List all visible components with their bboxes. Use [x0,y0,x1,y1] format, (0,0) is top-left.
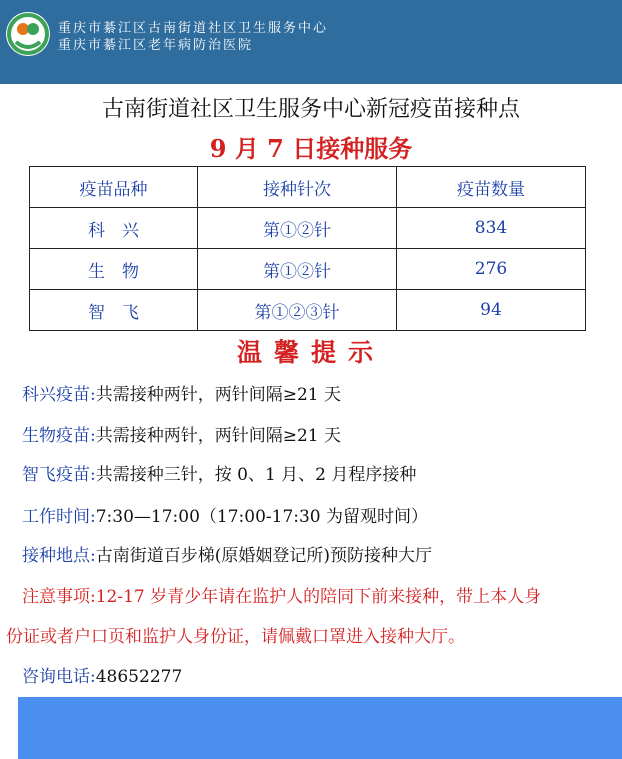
info-label: 注意事项 [22,587,90,607]
info-kexing: 科兴疫苗:共需接种两针，两针间隔≥21 天 [22,385,342,405]
header-dose: 接种针次 [198,167,397,208]
header-text [58,20,328,54]
info-label: 咨询电话 [22,667,90,687]
vaccine-dose: 第①②针 [198,208,397,249]
phone-number: 48652277 [95,667,183,687]
info-biology: 生物疫苗:共需接种两针，两针间隔≥21 天 [22,426,342,446]
table-header-row [30,167,586,208]
info-text: 12-17 岁青少年请在监护人的陪同下前来接种，带上本人身 [95,587,542,607]
vaccine-count: 834 [397,208,586,249]
info-zhifei: 智飞疫苗:共需接种三针，按 0、1 月、2 月程序接种 [22,465,417,485]
vaccine-name: 智 飞 [30,290,198,331]
table-row [30,208,586,249]
info-label: 智飞疫苗 [22,465,90,485]
vaccine-table [29,166,586,331]
page-title: 古南街道社区卫生服务中心新冠疫苗接种点 [101,97,520,122]
info-label: 接种地点 [22,546,90,566]
info-phone: 咨询电话:48652277 [22,667,183,687]
notice-continuation: 份证或者户口页和监护人身份证，请佩戴口罩进入接种大厅。 [6,627,465,647]
vaccine-name: 科 兴 [30,208,198,249]
info-text: 共需接种三针，按 0、1 月、2 月程序接种 [95,465,417,485]
header-banner [0,0,622,84]
table-row [30,249,586,290]
hospital-logo [6,12,50,56]
table-row [30,290,586,331]
header-line-1: 重庆市綦江区古南街道社区卫生服务中心 [58,21,329,36]
vaccine-name: 生 物 [30,249,198,290]
info-text: 古南街道百步梯(原婚姻登记所)预防接种大厅 [95,546,432,566]
vaccine-count: 94 [397,290,586,331]
tips-title: 温馨提示 [236,338,385,367]
vaccine-dose: 第①②针 [198,249,397,290]
vaccine-count: 276 [397,249,586,290]
info-label: 工作时间 [22,507,90,527]
info-text: 7:30—17:00（17:00-17:30 为留观时间） [95,507,429,527]
footer-panel [18,697,622,759]
info-notice: 注意事项:12-17 岁青少年请在监护人的陪同下前来接种，带上本人身 [22,587,542,607]
info-label: 生物疫苗 [22,426,90,446]
vaccine-dose: 第①②③针 [198,290,397,331]
info-location: 接种地点:古南街道百步梯(原婚姻登记所)预防接种大厅 [22,546,432,566]
header-vaccine-type: 疫苗品种 [30,167,198,208]
header-quantity: 疫苗数量 [397,167,586,208]
info-label: 科兴疫苗 [22,385,90,405]
header-line-2: 重庆市綦江区老年病防治医院 [58,38,254,53]
info-text: 共需接种两针，两针间隔≥21 天 [95,426,342,446]
info-hours: 工作时间:7:30—17:00（17:00-17:30 为留观时间） [22,507,429,527]
info-text: 共需接种两针，两针间隔≥21 天 [95,385,342,405]
service-date-title: 9 月 7 日接种服务 [209,134,413,163]
